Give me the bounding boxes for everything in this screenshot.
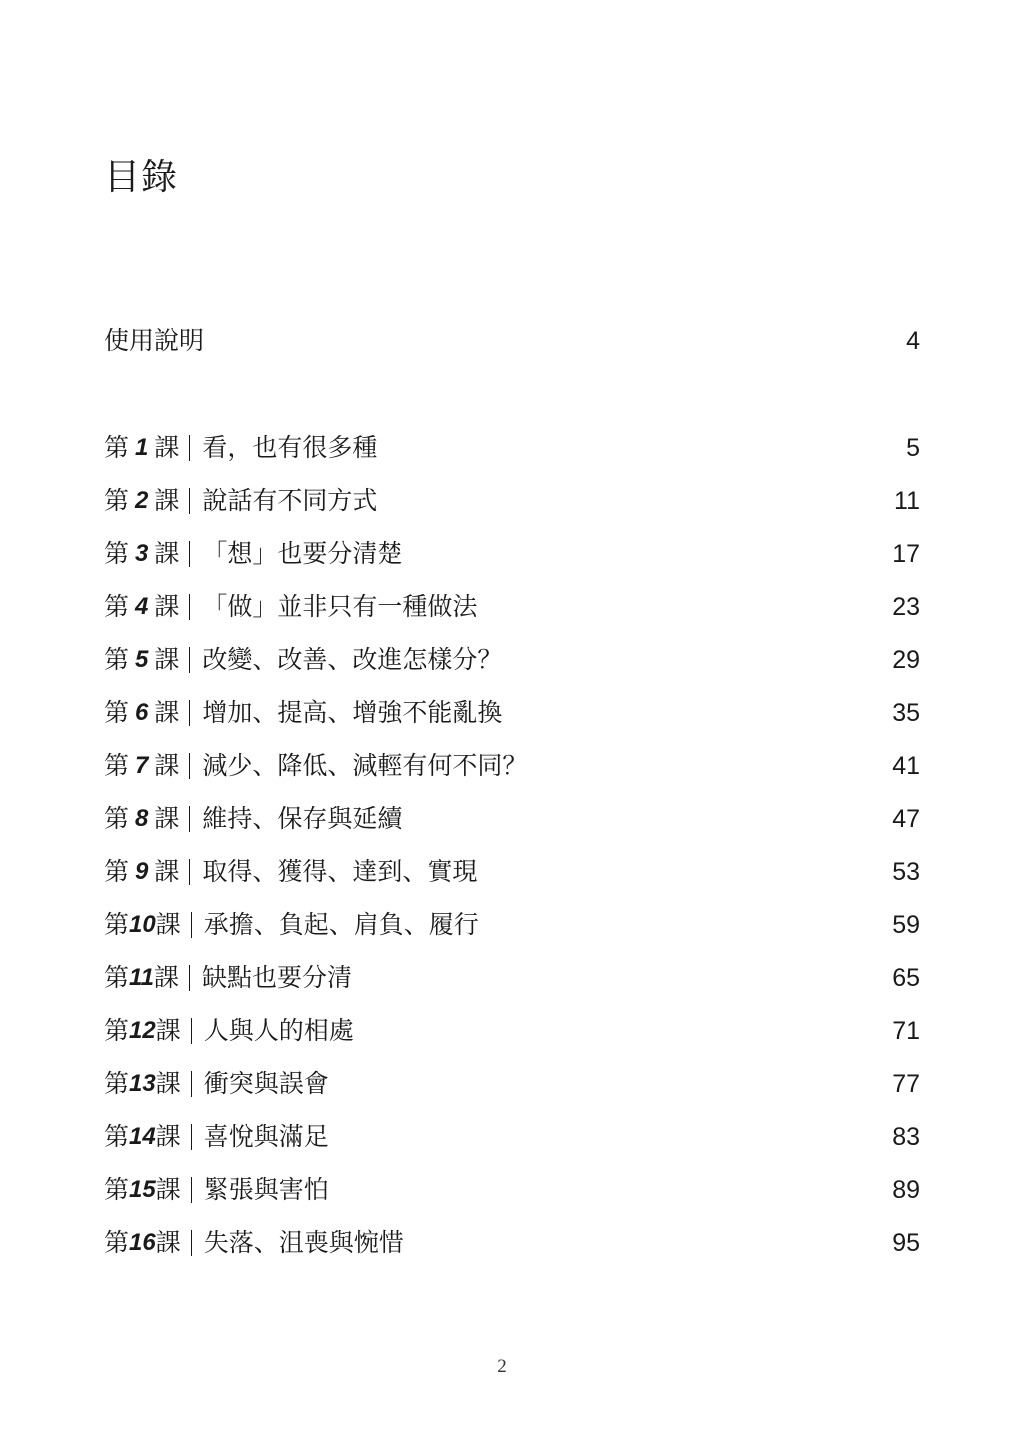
lesson-prefix: 第 (104, 592, 130, 621)
lesson-number (104, 961, 179, 995)
lesson-num: 14 (129, 1123, 156, 1150)
lesson-title: 承擔、負起、肩負、履行 (203, 910, 479, 939)
lesson-prefix: 第 (104, 1228, 130, 1257)
lesson-suffix: 課 (154, 698, 180, 727)
lesson-suffix: 課 (155, 1016, 181, 1045)
toc-page-number: 11 (894, 487, 920, 515)
toc-page-number: 89 (892, 1176, 920, 1204)
lesson-title: 「想」也要分清楚 (202, 539, 403, 568)
lesson-suffix: 課 (155, 1175, 181, 1204)
lesson-number (104, 1226, 181, 1260)
separator-bar (189, 647, 190, 673)
toc-page-number: 23 (892, 593, 920, 621)
lesson-suffix: 課 (154, 751, 180, 780)
lesson-number (104, 643, 179, 677)
toc-page-number: 29 (892, 646, 920, 674)
toc-entry-lesson-8[interactable] (104, 802, 920, 836)
lesson-number (104, 1120, 181, 1154)
lesson-number (104, 696, 179, 730)
lesson-title: 減少、降低、減輕有何不同？ (202, 751, 528, 780)
lesson-number (104, 537, 179, 571)
separator-bar (189, 806, 190, 832)
lesson-suffix: 課 (153, 963, 179, 992)
lesson-number (104, 855, 179, 889)
lesson-suffix: 課 (154, 804, 180, 833)
lesson-prefix: 第 (104, 1122, 130, 1151)
separator-bar (191, 1018, 192, 1044)
lesson-prefix: 第 (104, 910, 130, 939)
lesson-prefix: 第 (104, 751, 130, 780)
toc-entry-lesson-13[interactable] (104, 1067, 920, 1101)
lesson-number (104, 908, 181, 942)
lesson-title: 喜悅與滿足 (203, 1122, 329, 1151)
lesson-prefix: 第 (104, 698, 130, 727)
toc-page-number: 47 (892, 805, 920, 833)
toc-entry-lesson-1[interactable] (104, 431, 920, 465)
separator-bar (191, 1230, 192, 1256)
lesson-num: 12 (129, 1017, 156, 1044)
separator-bar (189, 753, 190, 779)
toc-entry-lesson-5[interactable] (104, 643, 920, 677)
lesson-num: 15 (129, 1176, 156, 1203)
lesson-num: 16 (129, 1229, 156, 1256)
lesson-title: 「做」並非只有一種做法 (202, 592, 478, 621)
toc-entry-label: 使用說明 (104, 326, 205, 355)
separator-bar (191, 1071, 192, 1097)
lesson-suffix: 課 (154, 433, 180, 462)
lesson-suffix: 課 (155, 1069, 181, 1098)
toc-page-number: 65 (892, 964, 920, 992)
lesson-number (104, 802, 179, 836)
lesson-prefix: 第 (104, 857, 130, 886)
separator-bar (189, 488, 190, 514)
lesson-num: 11 (129, 964, 154, 991)
toc-page-number: 4 (906, 327, 920, 355)
lesson-num: 5 (135, 646, 149, 673)
lesson-num: 8 (135, 805, 149, 832)
toc-entry-lesson-10[interactable] (104, 908, 920, 942)
toc-page-number: 5 (906, 434, 920, 462)
lesson-num: 1 (135, 434, 149, 461)
toc-entry-lesson-2[interactable] (104, 484, 920, 518)
toc-page-number: 17 (892, 540, 920, 568)
lesson-suffix: 課 (154, 592, 180, 621)
lesson-suffix: 課 (154, 645, 180, 674)
lesson-title: 人與人的相處 (203, 1016, 354, 1045)
lesson-suffix: 課 (154, 539, 180, 568)
lesson-title: 衝突與誤會 (203, 1069, 329, 1098)
lesson-num: 6 (135, 699, 149, 726)
lesson-suffix: 課 (155, 1122, 181, 1151)
toc-page-number: 77 (892, 1070, 920, 1098)
lesson-number (104, 1067, 181, 1101)
toc-page-number: 71 (892, 1017, 920, 1045)
lesson-prefix: 第 (104, 486, 130, 515)
lesson-prefix: 第 (104, 963, 130, 992)
toc-entry-lesson-3[interactable] (104, 537, 920, 571)
lesson-prefix: 第 (104, 1069, 130, 1098)
separator-bar (189, 859, 190, 885)
toc-page-number: 95 (892, 1229, 920, 1257)
lesson-title: 緊張與害怕 (203, 1175, 329, 1204)
lesson-title: 改變、改善、改進怎樣分？ (202, 645, 503, 674)
toc-entry-intro[interactable] (104, 324, 920, 358)
lesson-num: 2 (135, 487, 149, 514)
lesson-suffix: 課 (155, 910, 181, 939)
lesson-number (104, 1173, 181, 1207)
page-number: 2 (497, 1356, 507, 1377)
toc-entry-lesson-11[interactable] (104, 961, 920, 995)
lesson-suffix: 課 (155, 1228, 181, 1257)
lesson-number (104, 1014, 181, 1048)
toc-entry-lesson-9[interactable] (104, 855, 920, 889)
lesson-title: 取得、獲得、達到、實現 (202, 857, 478, 886)
lesson-prefix: 第 (104, 1016, 130, 1045)
lesson-title: 缺點也要分清 (201, 963, 352, 992)
toc-page-number: 59 (892, 911, 920, 939)
toc-page-number: 41 (892, 752, 920, 780)
lesson-number (104, 590, 179, 624)
lesson-title: 維持、保存與延續 (202, 804, 403, 833)
lesson-title: 看，也有很多種 (202, 433, 378, 462)
separator-bar (189, 700, 190, 726)
toc-page-number: 53 (892, 858, 920, 886)
lesson-number (104, 484, 179, 518)
separator-bar (191, 1124, 192, 1150)
lesson-title: 失落、沮喪與惋惜 (203, 1228, 404, 1257)
separator-bar (189, 965, 190, 991)
lesson-prefix: 第 (104, 645, 130, 674)
toc-entry-lesson-4[interactable] (104, 590, 920, 624)
lesson-prefix: 第 (104, 539, 130, 568)
separator-bar (189, 594, 190, 620)
toc-entry-lesson-6[interactable] (104, 696, 920, 730)
lesson-num: 9 (135, 858, 149, 885)
toc-entry-lesson-14[interactable] (104, 1120, 920, 1154)
lesson-num: 4 (135, 593, 149, 620)
lesson-num: 3 (135, 540, 149, 567)
lesson-prefix: 第 (104, 1175, 130, 1204)
toc-entry-lesson-12[interactable] (104, 1014, 920, 1048)
lesson-prefix: 第 (104, 433, 130, 462)
toc-entry-lesson-7[interactable] (104, 749, 920, 783)
lesson-suffix: 課 (154, 857, 180, 886)
toc-entry-lesson-15[interactable] (104, 1173, 920, 1207)
separator-bar (189, 435, 190, 461)
separator-bar (191, 1177, 192, 1203)
lesson-title: 說話有不同方式 (202, 486, 378, 515)
page-title: 目錄 (104, 157, 179, 198)
toc-page-number: 83 (892, 1123, 920, 1151)
toc-entry-lesson-16[interactable] (104, 1226, 920, 1260)
lesson-num: 13 (129, 1070, 156, 1097)
lesson-prefix: 第 (104, 804, 130, 833)
toc-page-number: 35 (892, 699, 920, 727)
lesson-number (104, 749, 179, 783)
separator-bar (191, 912, 192, 938)
lesson-title: 增加、提高、增強不能亂換 (202, 698, 503, 727)
separator-bar (189, 541, 190, 567)
lesson-num: 7 (135, 752, 149, 779)
lesson-num: 10 (129, 911, 156, 938)
lesson-suffix: 課 (154, 486, 180, 515)
lesson-number (104, 431, 179, 465)
